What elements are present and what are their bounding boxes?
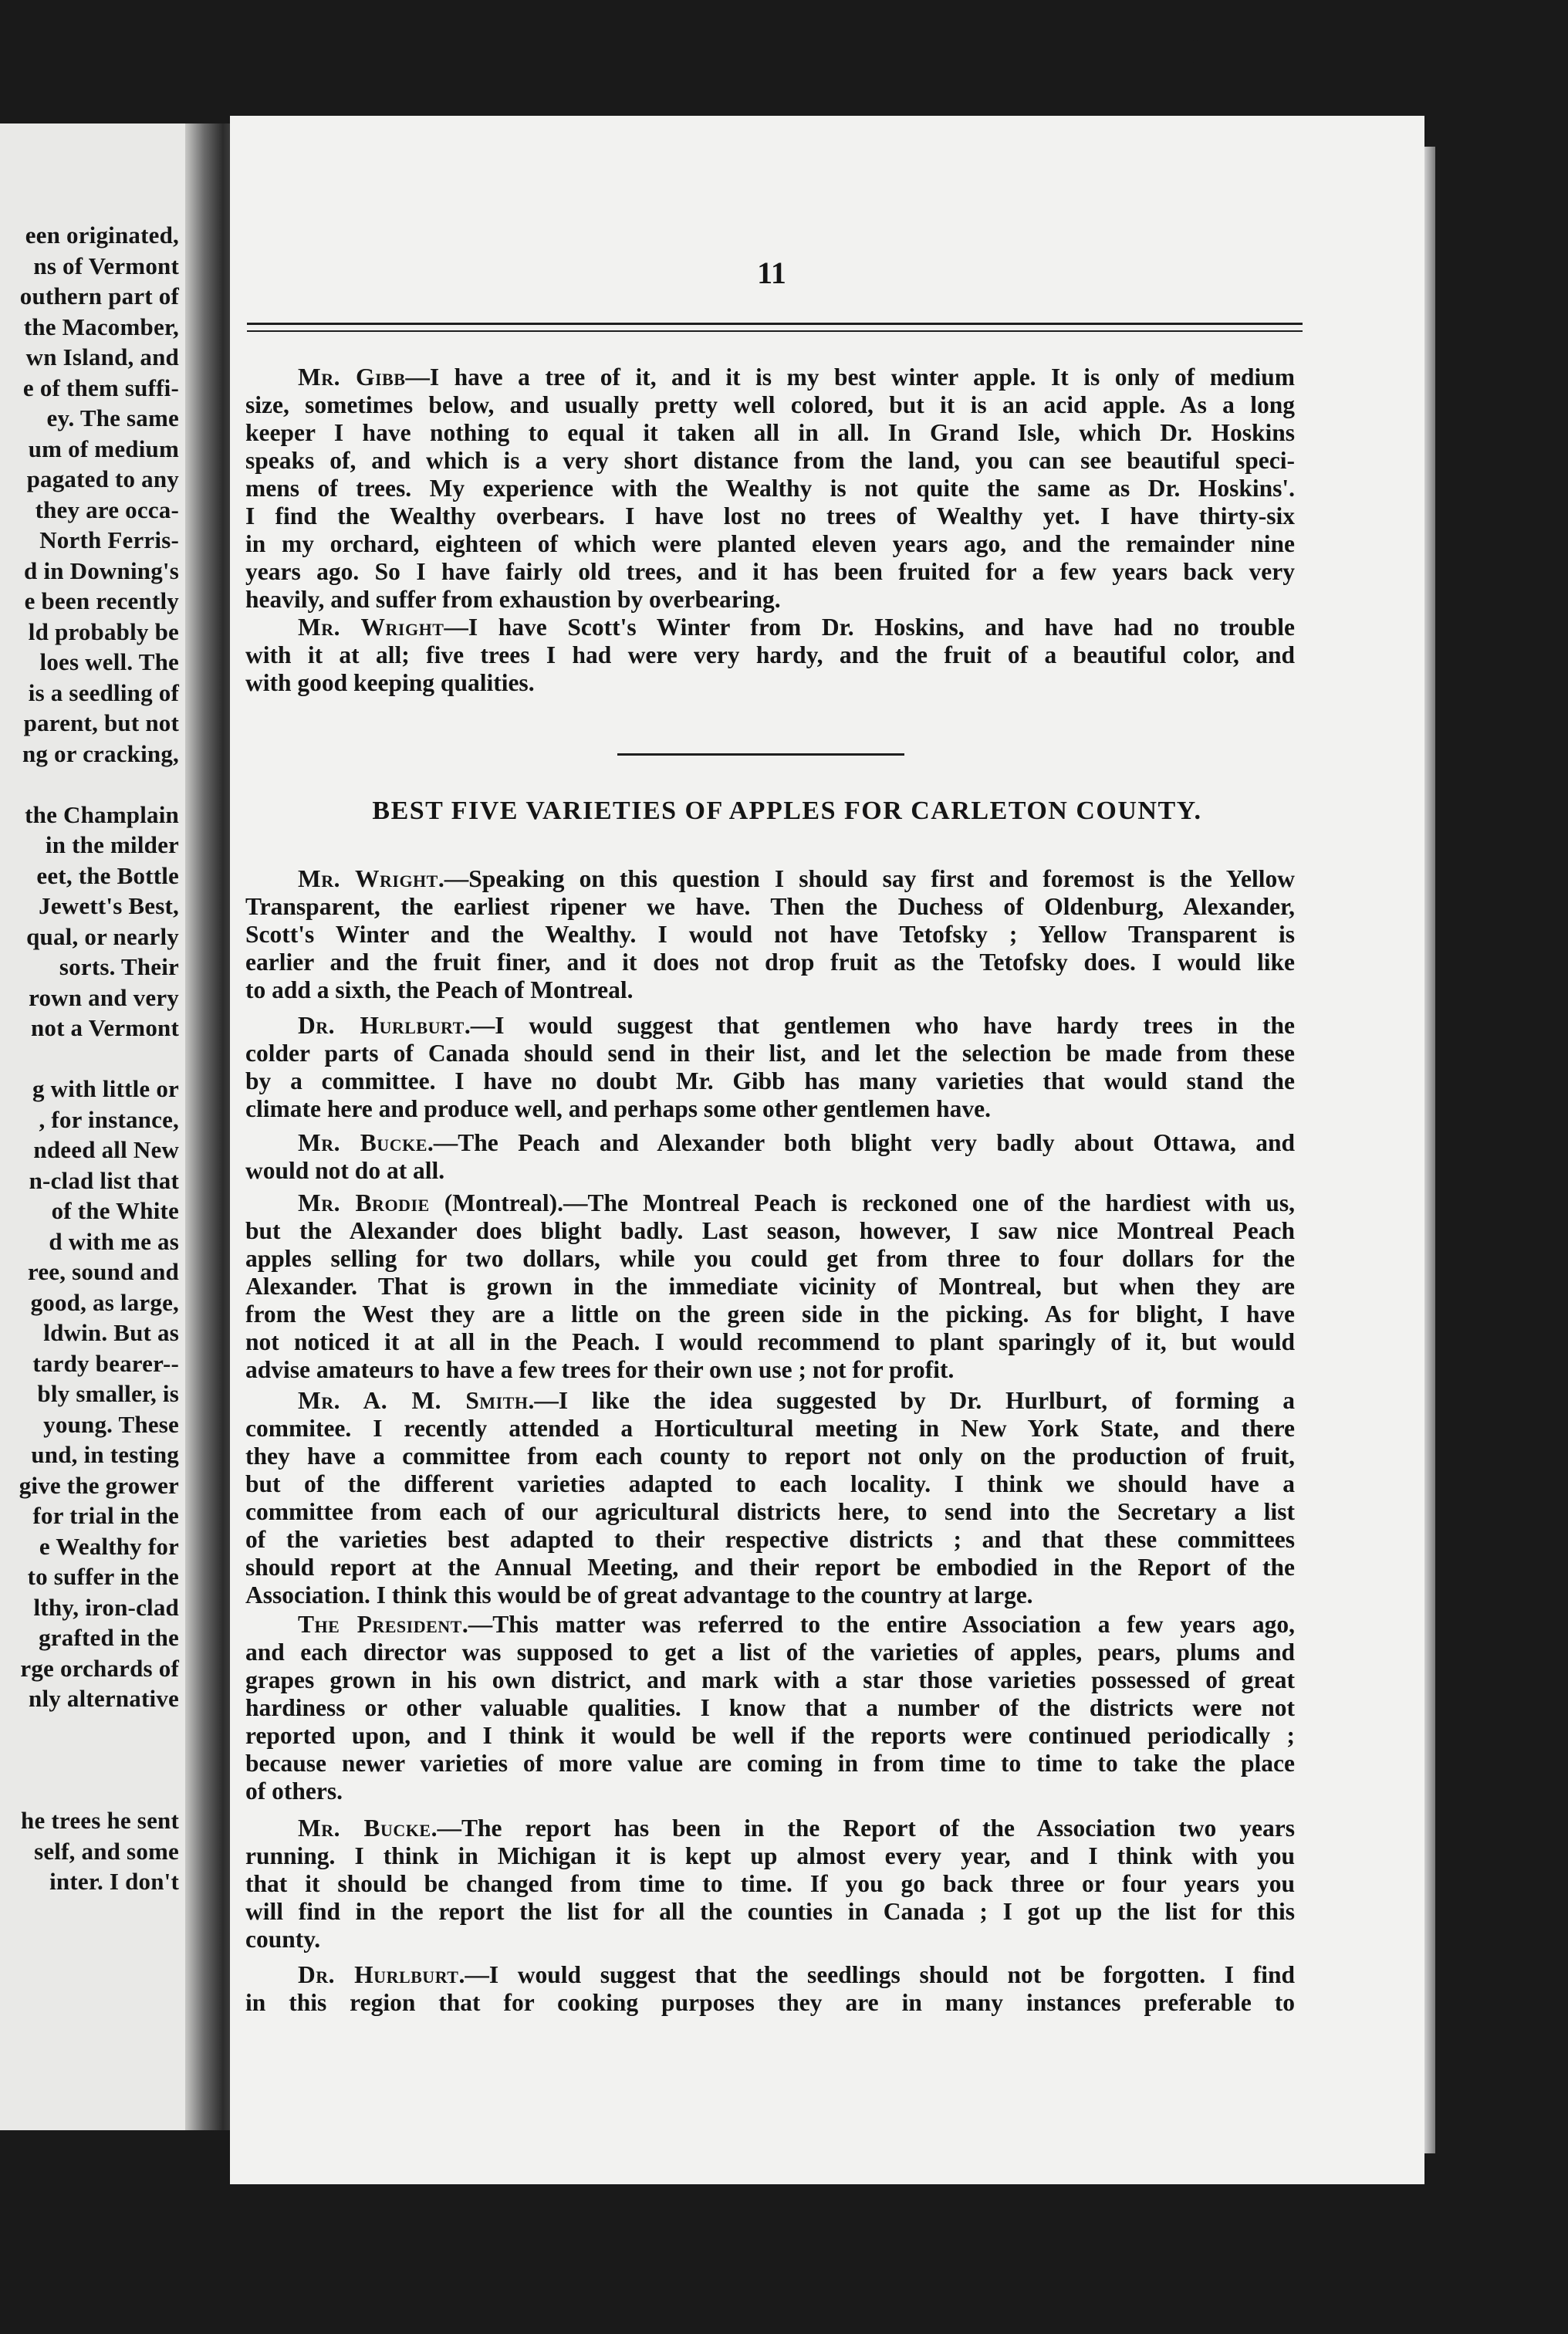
paragraph-start-line xyxy=(245,1189,1295,1218)
left-page-line: bly smaller, is xyxy=(37,1380,179,1407)
text-line xyxy=(245,892,1295,922)
text-line xyxy=(245,418,1295,448)
speaker-name: Mr. Bucke xyxy=(298,1815,431,1842)
line-text: Scott's Winter and the Wealthy. I would not have Tetofsky ; Yellow Transparent is xyxy=(245,921,1295,948)
speaker-name: Mr. A. M. Smith xyxy=(298,1387,529,1414)
paragraph-start-line xyxy=(245,363,1295,392)
line-text: speaks of, and which is a very short distance from the land, you can see beautiful speci- xyxy=(245,447,1295,474)
left-page-line: wn Island, and xyxy=(25,343,179,370)
line-text: Transparent, the earliest ripener we have. Then the Duchess of Oldenburg, Alexander, xyxy=(245,893,1295,920)
left-page-line: to suffer in the xyxy=(27,1563,179,1590)
text-line xyxy=(245,1414,1295,1443)
line-text: .—The Peach and Alexander both blight very badly about Ottawa, and xyxy=(427,1129,1295,1156)
line-text: I find the Wealthy overbears. I have lost no trees of Wealthy yet. I have thirty-six xyxy=(245,502,1295,529)
paragraph-start-line xyxy=(245,1386,1295,1416)
speaker-name: Mr. Gibb xyxy=(298,364,406,391)
line-text: but the Alexander does blight badly. Last season, however, I saw nice Montreal Peach xyxy=(245,1217,1295,1244)
line-text: they have a committee from each county to report not only on the production of fruit, xyxy=(245,1443,1295,1470)
text-line xyxy=(245,1470,1295,1499)
speaker-name: Dr. Hurlburt xyxy=(298,1961,459,1988)
text-line xyxy=(245,557,1295,587)
text-line xyxy=(245,1039,1295,1068)
line-text: hardiness or other valuable qualities. I know that a number of the districts were not xyxy=(245,1694,1295,1721)
left-page-line: tardy bearer-- xyxy=(32,1349,179,1377)
left-page-line: e of them suffi- xyxy=(22,374,179,401)
left-page-line: rge orchards of xyxy=(20,1654,179,1682)
speaker-name: Mr. Wright xyxy=(298,865,438,892)
text-line xyxy=(245,920,1295,949)
left-page-line: in the milder xyxy=(45,831,179,858)
line-text: reported upon, and I think it would be well if the reports were continued periodically ; xyxy=(245,1722,1295,1749)
left-page-line: they are occa- xyxy=(35,496,179,523)
speaker-name: Mr. Bucke xyxy=(298,1129,427,1156)
line-text: .—The report has been in the Report of the Association two years xyxy=(431,1815,1295,1842)
left-page-line: e been recently xyxy=(24,587,179,614)
speaker-name: Dr. Hurlburt xyxy=(298,1012,465,1039)
text-line xyxy=(245,1553,1295,1582)
header-rule-secondary xyxy=(247,330,1303,332)
text-line xyxy=(245,1067,1295,1096)
line-text: that it should be changed from time to time. If you go back three or four years you xyxy=(245,1870,1295,1897)
line-text: to add a sixth, the Peach of Montreal. xyxy=(245,976,634,1003)
text-line xyxy=(245,1666,1295,1695)
paragraph-start-line xyxy=(245,1128,1295,1158)
line-text: by a committee. I have no doubt Mr. Gibb has many varieties that would stand the xyxy=(245,1067,1295,1094)
line-text: years ago. So I have fairly old trees, and it has been fruited for a few years back very xyxy=(245,558,1295,585)
left-page-line: loes well. The xyxy=(39,648,179,675)
left-page-line: ldwin. But as xyxy=(43,1319,179,1346)
line-text: committee from each of our agricultural districts here, to send into the Secretary a list xyxy=(245,1498,1295,1525)
section-heading: BEST FIVE VARIETIES OF APPLES FOR CARLETON COUNTY. xyxy=(372,797,1202,825)
line-text: will find in the report the list for all the counties in Canada ; I got up the list for this xyxy=(245,1898,1295,1925)
left-page-line: self, and some xyxy=(34,1837,179,1865)
line-text: .—Speaking on this question I should say first and foremost is the Yellow xyxy=(438,865,1295,892)
text-line xyxy=(245,1638,1295,1667)
left-page-line: eet, the Bottle xyxy=(36,861,179,889)
text-line xyxy=(245,1355,1295,1385)
left-page-line: grafted in the xyxy=(39,1624,179,1651)
line-text: advise amateurs to have a few trees for their own use ; not for profit. xyxy=(245,1356,955,1383)
text-line xyxy=(245,502,1295,531)
line-text: (Montreal).—The Montreal Peach is reckoned one of the hardiest with us, xyxy=(429,1189,1295,1216)
line-text: climate here and produce well, and perhaps some other gentlemen have. xyxy=(245,1095,991,1122)
text-line xyxy=(245,976,1295,1005)
line-text: should report at the Annual Meeting, and their report be embodied in the Report of the xyxy=(245,1554,1295,1581)
line-text: but of the different varieties adapted to each locality. I think we should have a xyxy=(245,1470,1295,1497)
text-line xyxy=(245,1216,1295,1246)
left-page-line: he trees he sent xyxy=(21,1807,179,1834)
left-page-line: outhern part of xyxy=(19,282,179,310)
line-text: grapes grown in his own district, and mark with a star those varieties possessed of great xyxy=(245,1666,1295,1693)
line-text: in this region that for cooking purposes they are in many instances preferable to xyxy=(245,1989,1295,2016)
line-text: earlier and the fruit finer, and it does not drop fruit as the Tetofsky does. I would like xyxy=(245,949,1295,976)
left-page-line: ns of Vermont xyxy=(33,252,179,279)
left-page-line: of the White xyxy=(51,1197,179,1224)
left-page-line: een originated, xyxy=(25,222,179,249)
line-text: with it at all; five trees I had were very hardy, and the fruit of a beautiful color, and xyxy=(245,641,1295,668)
speaker-name: Mr. Brodie xyxy=(298,1189,430,1216)
page-number: 11 xyxy=(757,255,786,290)
section-divider xyxy=(617,753,904,756)
left-page-line: good, as large, xyxy=(30,1288,179,1316)
left-page-line: ey. The same xyxy=(46,404,179,431)
line-text: .—I would suggest that the seedlings should not be forgotten. I find xyxy=(458,1961,1295,1988)
left-page-line: qual, or nearly xyxy=(26,922,179,950)
left-page-line: not a Vermont xyxy=(30,1014,179,1041)
left-page-line: d in Downing's xyxy=(24,556,179,584)
text-line xyxy=(245,1581,1295,1610)
header-rule xyxy=(247,323,1303,325)
left-page-line: ndeed all New xyxy=(33,1136,179,1163)
text-line xyxy=(245,1300,1295,1329)
left-page-line: lthy, iron-clad xyxy=(33,1593,179,1621)
line-text: keeper I have nothing to equal it taken all in all. In Grand Isle, which Dr. Hoskins xyxy=(245,419,1295,446)
text-line xyxy=(245,1721,1295,1750)
line-text: from the West they are a little on the green side in the picking. As for blight, I have xyxy=(245,1301,1295,1328)
left-page-line: the Macomber, xyxy=(23,313,179,340)
line-text: running. I think in Michigan it is kept up almost every year, and I think with you xyxy=(245,1842,1295,1869)
left-page-line: for trial in the xyxy=(32,1502,179,1529)
text-line xyxy=(245,1094,1295,1124)
text-line xyxy=(245,1156,1295,1186)
paragraph-start-line xyxy=(245,1610,1295,1639)
text-line xyxy=(245,1897,1295,1926)
left-page-line: parent, but not xyxy=(23,709,179,736)
left-page-line: ree, sound and xyxy=(27,1258,179,1285)
left-page-line: , for instance, xyxy=(39,1105,179,1133)
line-text: .—I like the idea suggested by Dr. Hurlburt, of forming a xyxy=(528,1387,1295,1414)
line-text: of the varieties best adapted to their respective districts ; and that these committees xyxy=(245,1526,1295,1553)
left-page-line: und, in testing xyxy=(31,1441,179,1468)
left-page-line: n-clad list that xyxy=(29,1166,179,1194)
text-line xyxy=(245,1749,1295,1778)
line-text: county. xyxy=(245,1926,321,1953)
line-text: because newer varieties of more value are coming in from time to time to take the place xyxy=(245,1750,1295,1777)
text-line xyxy=(245,446,1295,475)
text-line xyxy=(245,1272,1295,1301)
speaker-name: Mr. Wright xyxy=(298,614,444,641)
left-page-line: um of medium xyxy=(28,435,179,462)
line-text: and each director was supposed to get a list of the varieties of apples, pears, plums and xyxy=(245,1639,1295,1666)
speaker-name: The President xyxy=(298,1611,462,1638)
paragraph-start-line xyxy=(245,864,1295,894)
line-text: of others. xyxy=(245,1778,343,1805)
text-line xyxy=(245,1777,1295,1806)
left-page-line: d with me as xyxy=(49,1227,179,1255)
text-line xyxy=(245,474,1295,503)
page-edge xyxy=(1424,147,1435,2153)
text-line xyxy=(245,1869,1295,1899)
text-line xyxy=(245,1442,1295,1471)
text-line xyxy=(245,1497,1295,1527)
left-page-line: pagated to any xyxy=(26,465,179,492)
paragraph-start-line xyxy=(245,1011,1295,1040)
text-line xyxy=(245,1988,1295,2018)
left-page-line: e Wealthy for xyxy=(39,1532,179,1560)
line-text: size, sometimes below, and usually pretty well colored, but it is an acid apple. As a long xyxy=(245,391,1295,418)
line-text: commitee. I recently attended a Horticultural meeting in New York State, and there xyxy=(245,1415,1295,1442)
left-page-line: ld probably be xyxy=(28,617,179,645)
left-page-line: sorts. Their xyxy=(59,953,179,980)
left-page-line: nly alternative xyxy=(29,1685,179,1712)
text-line xyxy=(245,529,1295,559)
paragraph-start-line xyxy=(245,1814,1295,1843)
line-text: in my orchard, eighteen of which were planted eleven years ago, and the remainder nine xyxy=(245,530,1295,557)
left-page-line: rown and very xyxy=(29,983,179,1011)
line-text: —I have Scott's Winter from Dr. Hoskins, and have had no trouble xyxy=(444,614,1295,641)
text-line xyxy=(245,1244,1295,1274)
text-line xyxy=(245,391,1295,420)
line-text: .—This matter was referred to the entire Association a few years ago, xyxy=(461,1611,1295,1638)
left-page-line: Jewett's Best, xyxy=(39,892,179,919)
line-text: mens of trees. My experience with the Wealthy is not quite the same as Dr. Hoskins'. xyxy=(245,475,1295,502)
left-page-line: give the grower xyxy=(19,1471,179,1499)
text-line xyxy=(245,1328,1295,1357)
line-text: colder parts of Canada should send in their list, and let the selection be made from these xyxy=(245,1040,1295,1067)
line-text: would not do at all. xyxy=(245,1157,445,1184)
line-text: Association. I think this would be of great advantage to the country at large. xyxy=(245,1581,1033,1608)
text-line xyxy=(245,585,1295,614)
paragraph-start-line xyxy=(245,613,1295,642)
text-line xyxy=(245,668,1295,698)
left-page-line: North Ferris- xyxy=(39,526,179,553)
line-text: not noticed it at all in the Peach. I would recommend to plant sparingly of it, but would xyxy=(245,1328,1295,1355)
text-line xyxy=(245,1525,1295,1554)
left-page-fragment xyxy=(0,123,202,2130)
text-line xyxy=(245,1925,1295,1954)
left-page-line: young. These xyxy=(43,1410,179,1438)
line-text: .—I would suggest that gentlemen who have hardy trees in the xyxy=(464,1012,1295,1039)
line-text: apples selling for two dollars, while you could get from three to four dollars for the xyxy=(245,1245,1295,1272)
left-page-line: ng or cracking, xyxy=(22,739,179,767)
text-line xyxy=(245,1842,1295,1871)
line-text: heavily, and suffer from exhaustion by overbearing. xyxy=(245,586,781,613)
ink-blot xyxy=(1187,40,1204,63)
line-text: with good keeping qualities. xyxy=(245,669,535,696)
text-line xyxy=(245,948,1295,977)
left-page-line: is a seedling of xyxy=(28,678,179,706)
left-page-line: the Champlain xyxy=(25,800,179,828)
line-text: —I have a tree of it, and it is my best winter apple. It is only of medium xyxy=(405,364,1295,391)
text-line xyxy=(245,1693,1295,1723)
line-text: Alexander. That is grown in the immediate vicinity of Montreal, but when they are xyxy=(245,1273,1295,1300)
paragraph-start-line xyxy=(245,1960,1295,1990)
left-page-line: inter. I don't xyxy=(49,1868,179,1895)
text-line xyxy=(245,641,1295,670)
left-page-line: g with little or xyxy=(32,1075,179,1102)
